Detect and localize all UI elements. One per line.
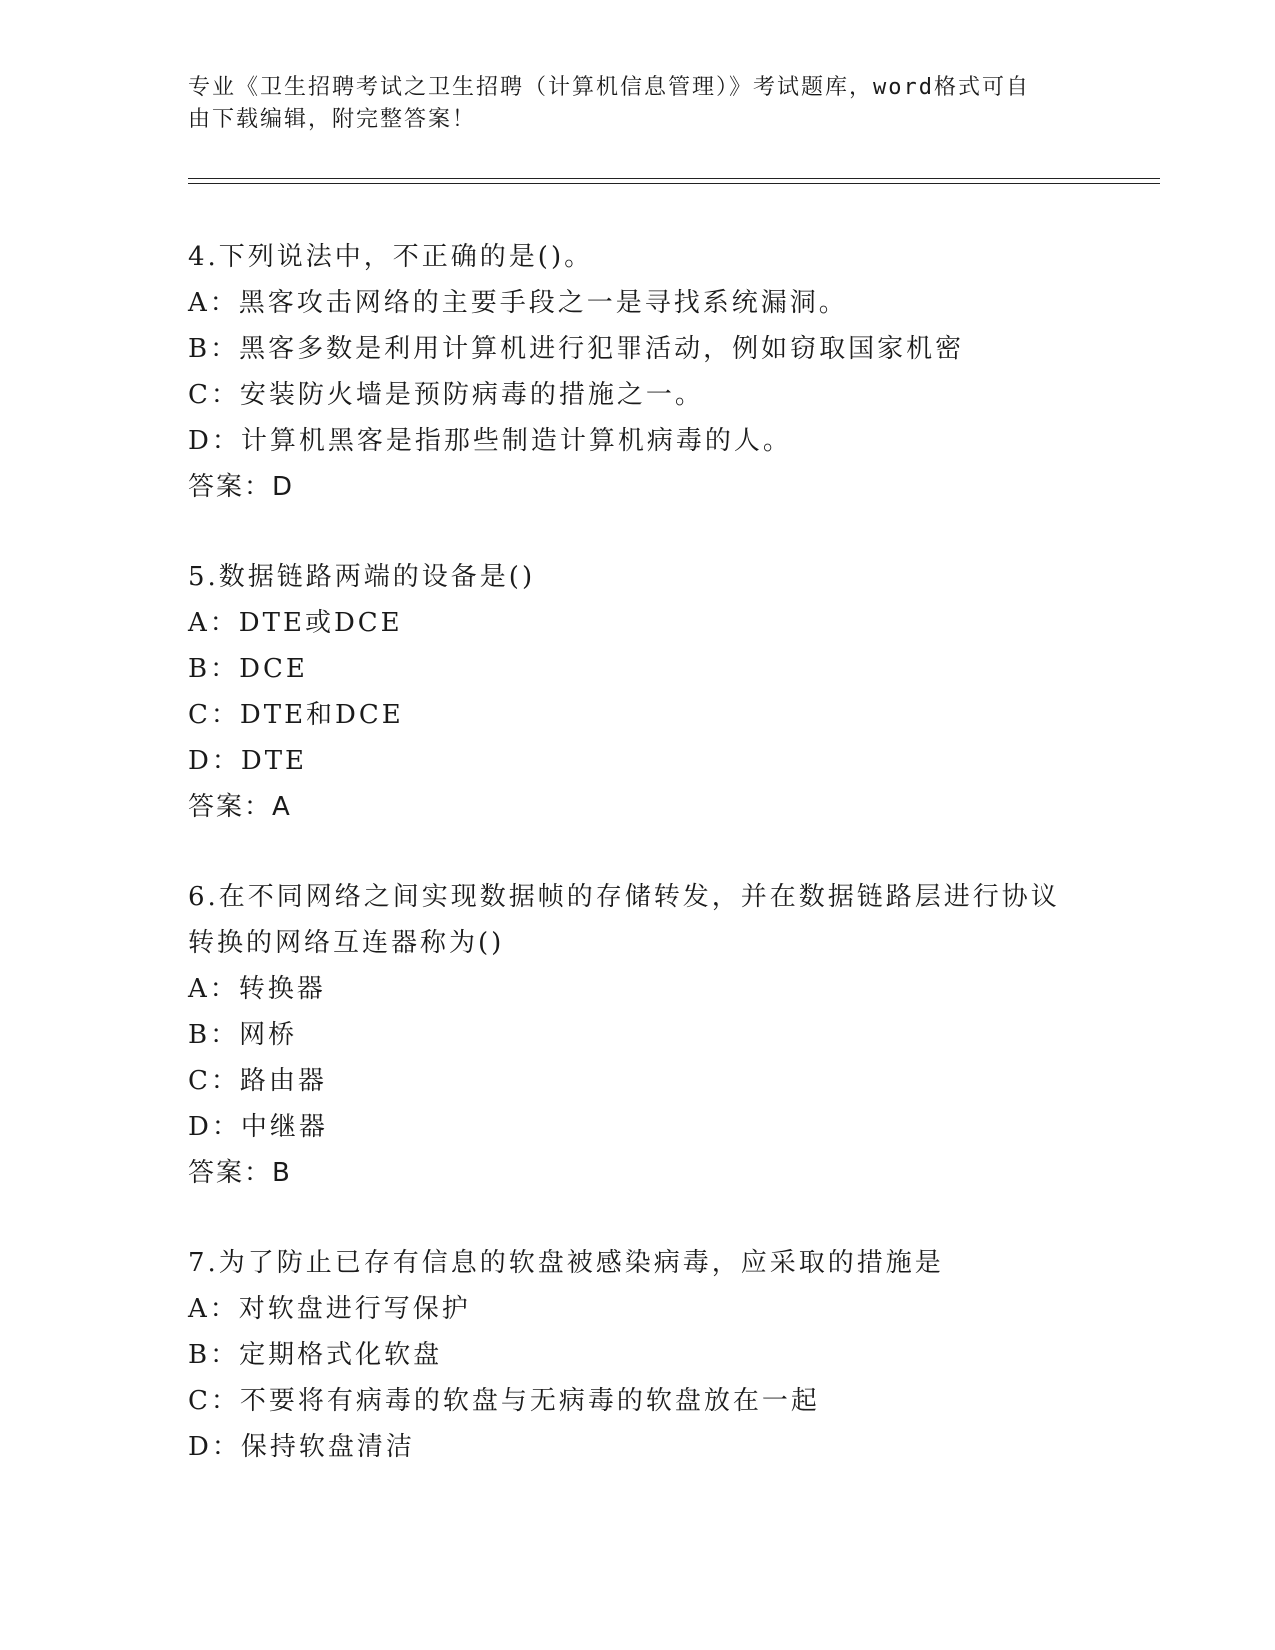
option-a: A：转换器 bbox=[188, 974, 326, 1004]
option-a: A：对软盘进行写保护 bbox=[188, 1294, 471, 1324]
question-block bbox=[188, 234, 1088, 510]
question-title: 7.为了防止已存有信息的软盘被感染病毒，应采取的措施是 bbox=[188, 1248, 944, 1278]
answer-line: 答案：D bbox=[188, 472, 295, 502]
option-a: A：DTE或DCE bbox=[188, 608, 403, 638]
option-c: C：安装防火墙是预防病毒的措施之一。 bbox=[188, 380, 704, 410]
option-c: C：路由器 bbox=[188, 1066, 327, 1096]
option-b: B：DCE bbox=[188, 654, 308, 684]
question-title: 5.数据链路两端的设备是() bbox=[188, 562, 536, 592]
option-a: A：黑客攻击网络的主要手段之一是寻找系统漏洞。 bbox=[188, 288, 848, 318]
option-c: C：DTE和DCE bbox=[188, 700, 404, 730]
option-d: D：中继器 bbox=[188, 1112, 328, 1142]
header-line-1: 专业《卫生招聘考试之卫生招聘（计算机信息管理）》考试题库，word格式可自 bbox=[188, 75, 1030, 100]
header-line-2: 由下载编辑，附完整答案！ bbox=[188, 107, 477, 132]
question-block bbox=[188, 874, 1088, 1196]
question-block bbox=[188, 1240, 1088, 1470]
option-d: D：计算机黑客是指那些制造计算机病毒的人。 bbox=[188, 426, 792, 456]
option-b: B：网桥 bbox=[188, 1020, 298, 1050]
question-title: 4.下列说法中，不正确的是()。 bbox=[188, 242, 594, 272]
option-c: C：不要将有病毒的软盘与无病毒的软盘放在一起 bbox=[188, 1386, 820, 1416]
question-block bbox=[188, 554, 1088, 830]
option-b: B：定期格式化软盘 bbox=[188, 1340, 443, 1370]
header-divider-bottom bbox=[188, 183, 1160, 184]
option-d: D：保持软盘清洁 bbox=[188, 1432, 415, 1462]
option-d: D：DTE bbox=[188, 746, 308, 776]
answer-line: 答案：B bbox=[188, 1158, 292, 1188]
question-title: 6.在不同网络之间实现数据帧的存储转发，并在数据链路层进行协议 bbox=[188, 882, 1060, 912]
document-header bbox=[188, 72, 1068, 136]
answer-line: 答案：A bbox=[188, 792, 292, 822]
header-divider-top bbox=[188, 178, 1160, 179]
question-title-continued: 转换的网络互连器称为() bbox=[188, 928, 505, 958]
option-b: B：黑客多数是利用计算机进行犯罪活动，例如窃取国家机密 bbox=[188, 334, 965, 364]
